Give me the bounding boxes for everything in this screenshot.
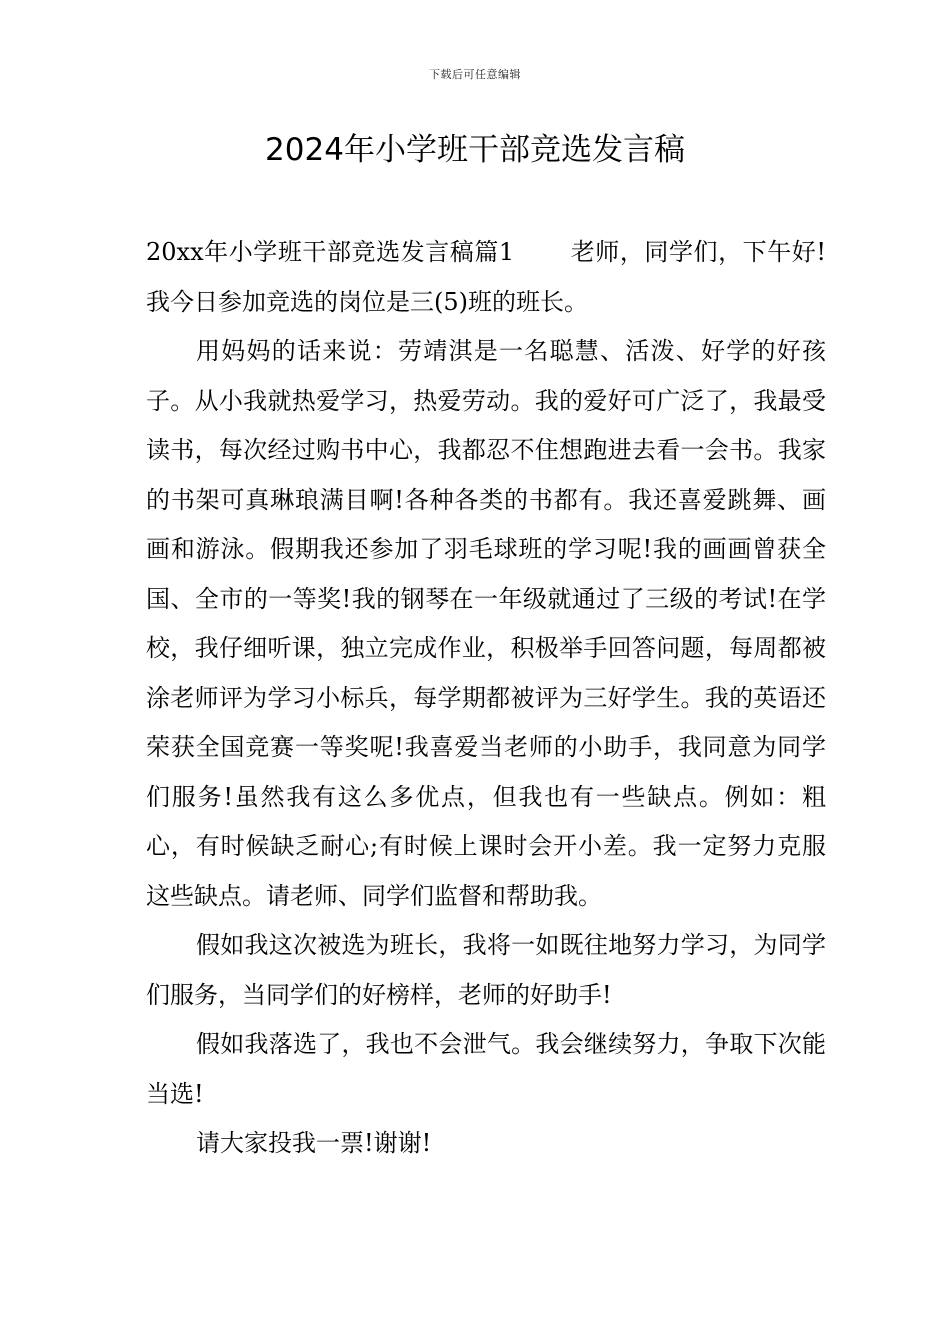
- body-paragraph: 请大家投我一票!谢谢!: [196, 1129, 432, 1157]
- document-title: 2024年小学班干部竞选发言稿: [265, 132, 685, 168]
- intro-text: 老师，同学们，下午好!我今日参加竞选的岗位是三(5)班的班长。: [146, 238, 826, 316]
- intro-paragraph: [146, 228, 826, 327]
- body-paragraph: 假如我落选了，我也不会泄气。我会继续努力，争取下次能当选!: [146, 1030, 826, 1108]
- body-paragraph: 假如我这次被选为班长，我将一如既往地努力学习，为同学们服务，当同学们的好榜样，老师的好助手!: [146, 931, 826, 1009]
- document-body: [146, 228, 826, 1169]
- header-note: 下载后可任意编辑: [429, 68, 521, 81]
- body-paragraph: 用妈妈的话来说：劳靖淇是一名聪慧、活泼、好学的好孩子。从小我就热爱学习，热爱劳动。我的爱好可广泛了，我最受读书，每次经过购书中心，我都忍不住想跑进去看一会书。我家的书架可真琳琅满目啊!各种各类的书都有。我还喜爱跳舞、画画和游泳。假期我还参加了羽毛球班的学习呢!我的画画曾获全国、全市的一等奖!我的钢琴在一年级就通过了三级的考试!在学校，我仔细听课，独立完成作业，积极举手回答问题，每周都被涂老师评为学习小标兵，每学期都被评为三好学生。我的英语还荣获全国竞赛一等奖呢!我喜爱当老师的小助手，我同意为同学们服务!虽然我有这么多优点，但我也有一些缺点。例如：粗心，有时候缺乏耐心;有时候上课时会开小差。我一定努力克服这些缺点。请老师、同学们监督和帮助我。: [146, 337, 826, 910]
- section-label: 20xx年小学班干部竞选发言稿篇1: [146, 238, 515, 266]
